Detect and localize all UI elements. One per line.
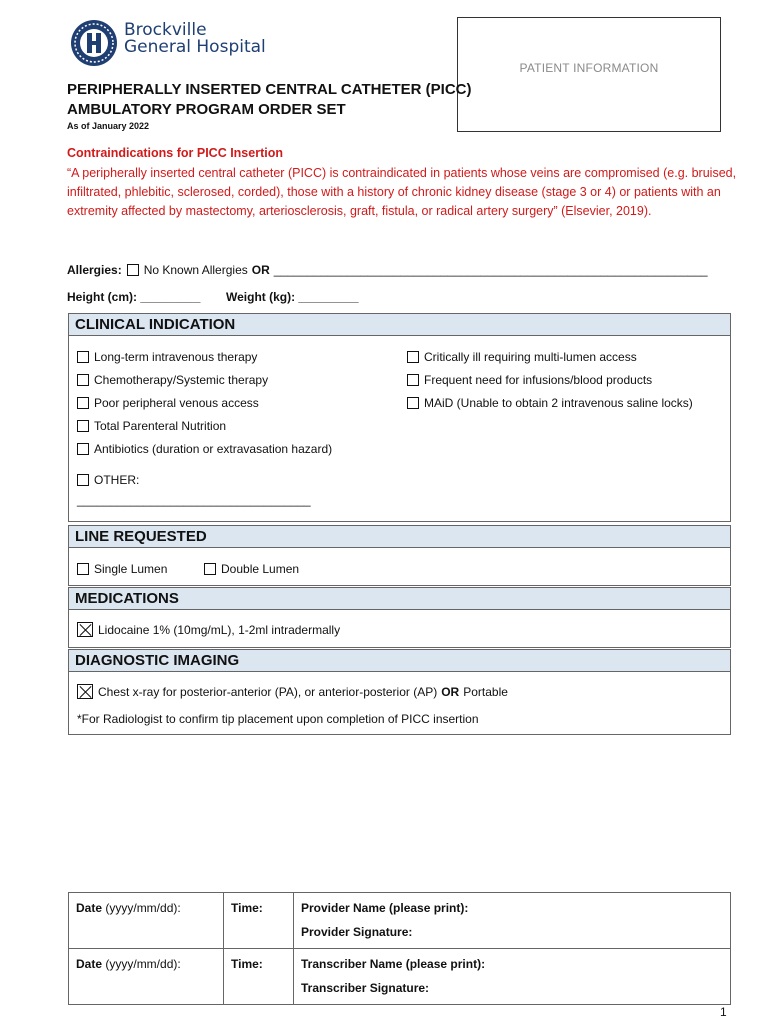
- option-label: Single Lumen: [94, 562, 168, 576]
- lidocaine-item[interactable]: [77, 622, 340, 637]
- transcriber-signature-label: Transcriber Signature:: [301, 981, 430, 995]
- indication-maid[interactable]: [407, 396, 693, 410]
- provider-name-label: Provider Name (please print):: [301, 901, 469, 915]
- provider-row: [69, 893, 731, 949]
- indication-critically-ill[interactable]: [407, 350, 637, 364]
- time-label: Time:: [231, 957, 263, 971]
- imaging-or: OR: [441, 684, 460, 699]
- date-format: (yyyy/mm/dd):: [105, 957, 181, 971]
- as-of-date: As of January 2022: [67, 121, 150, 131]
- logo-wordmark: [124, 22, 266, 56]
- diagnostic-imaging-section: [68, 649, 731, 735]
- line-requested-heading: LINE REQUESTED: [69, 526, 730, 548]
- diagnostic-imaging-heading: DIAGNOSTIC IMAGING: [69, 650, 730, 672]
- hospital-seal-icon: [68, 18, 120, 68]
- clinical-indication-section: [68, 313, 731, 522]
- single-lumen-option[interactable]: [77, 562, 167, 576]
- checked-checkbox[interactable]: [77, 684, 93, 699]
- date-label: Date: [76, 957, 103, 971]
- indication-poor-venous-access[interactable]: [77, 396, 259, 410]
- line-requested-section: [68, 525, 731, 586]
- other-field[interactable]: ___________________________________: [77, 493, 311, 507]
- indication-label: Poor peripheral venous access: [94, 396, 259, 410]
- transcriber-date-cell[interactable]: [69, 949, 224, 1005]
- checkbox[interactable]: [407, 351, 419, 363]
- checkbox[interactable]: [77, 397, 89, 409]
- indication-label: Long-term intravenous therapy: [94, 350, 258, 364]
- no-known-allergies-checkbox[interactable]: [127, 264, 139, 276]
- provider-time-cell[interactable]: [224, 893, 294, 949]
- checkbox[interactable]: [77, 351, 89, 363]
- checkbox[interactable]: [204, 563, 216, 575]
- transcriber-name-cell[interactable]: [294, 949, 731, 1005]
- indication-antibiotics[interactable]: [77, 442, 332, 456]
- checkbox[interactable]: [77, 443, 89, 455]
- checkbox[interactable]: [77, 374, 89, 386]
- logo-line-2: General Hospital: [124, 37, 266, 57]
- contraindications-text: “A peripherally inserted central catheter (PICC) is contraindicated in patients whose veins are compromised (e.g. bruised, infiltrated, phlebitic, sclerosed, corded), those with a history of chronic kidney disease (stage 3 or 4) or patients with an extremity affected by mastectomy, arteriosclerosis, graft, fistula, or radical artery surgery” (Elsevier, 2019).: [67, 166, 737, 218]
- height-field[interactable]: Height (cm): _________: [67, 290, 201, 304]
- medications-section: [68, 587, 731, 648]
- checkbox[interactable]: [407, 397, 419, 409]
- allergies-or: OR: [251, 263, 270, 277]
- weight-field[interactable]: Weight (kg): _________: [226, 290, 359, 304]
- indication-tpn[interactable]: [77, 419, 226, 433]
- date-format: (yyyy/mm/dd):: [105, 901, 181, 915]
- time-label: Time:: [231, 901, 263, 915]
- indication-label: Chemotherapy/Systemic therapy: [94, 373, 269, 387]
- imaging-portable: Portable: [463, 684, 508, 699]
- date-label: Date: [76, 901, 103, 915]
- contraindications-heading: Contraindications for PICC Insertion: [67, 146, 283, 160]
- clinical-indication-heading: CLINICAL INDICATION: [69, 314, 730, 336]
- double-lumen-option[interactable]: [204, 562, 299, 576]
- chest-xray-item[interactable]: [77, 684, 508, 699]
- page-title: [67, 80, 471, 120]
- indication-other[interactable]: [77, 473, 139, 487]
- logo-line-1: Brockville: [124, 20, 207, 40]
- indication-frequent-infusions[interactable]: [407, 373, 652, 387]
- checkbox[interactable]: [77, 420, 89, 432]
- indication-label: Total Parenteral Nutrition: [94, 419, 227, 433]
- indication-label: MAiD (Unable to obtain 2 intravenous saline locks): [424, 396, 693, 410]
- transcriber-name-label: Transcriber Name (please print):: [301, 957, 486, 971]
- option-label: Double Lumen: [221, 562, 300, 576]
- transcriber-row: [69, 949, 731, 1005]
- no-known-allergies-label: No Known Allergies: [143, 263, 248, 277]
- medications-heading: MEDICATIONS: [69, 588, 730, 610]
- indication-label: OTHER:: [94, 473, 140, 487]
- allergies-label: Allergies:: [67, 263, 122, 277]
- page-number: 1: [720, 1005, 727, 1019]
- indication-chemotherapy[interactable]: [77, 373, 268, 387]
- indication-long-term[interactable]: [77, 350, 257, 364]
- patient-information-box: [457, 17, 721, 132]
- transcriber-time-cell[interactable]: [224, 949, 294, 1005]
- patient-information-label: PATIENT INFORMATION: [519, 61, 659, 75]
- checkbox[interactable]: [407, 374, 419, 386]
- provider-date-cell[interactable]: [69, 893, 224, 949]
- allergies-line: [67, 263, 708, 277]
- checked-checkbox[interactable]: [77, 622, 93, 637]
- indication-label: Critically ill requiring multi-lumen access: [424, 350, 637, 364]
- checkbox[interactable]: [77, 474, 89, 486]
- indication-label: Antibiotics (duration or extravasation hazard): [94, 442, 333, 456]
- signature-table: [68, 892, 731, 1005]
- allergies-field[interactable]: _________________________________________________________________: [273, 263, 708, 277]
- radiologist-note: *For Radiologist to confirm tip placement upon completion of PICC insertion: [77, 712, 479, 726]
- indication-label: Frequent need for infusions/blood products: [424, 373, 653, 387]
- checkbox[interactable]: [77, 563, 89, 575]
- imaging-label: Chest x-ray for posterior-anterior (PA), or anterior-posterior (AP): [98, 684, 438, 699]
- title-line-1: PERIPHERALLY INSERTED CENTRAL CATHETER (PICC): [67, 81, 472, 98]
- provider-name-cell[interactable]: [294, 893, 731, 949]
- medication-label: Lidocaine 1% (10mg/mL), 1-2ml intradermally: [98, 622, 341, 637]
- provider-signature-label: Provider Signature:: [301, 925, 413, 939]
- title-line-2: AMBULATORY PROGRAM ORDER SET: [67, 101, 346, 118]
